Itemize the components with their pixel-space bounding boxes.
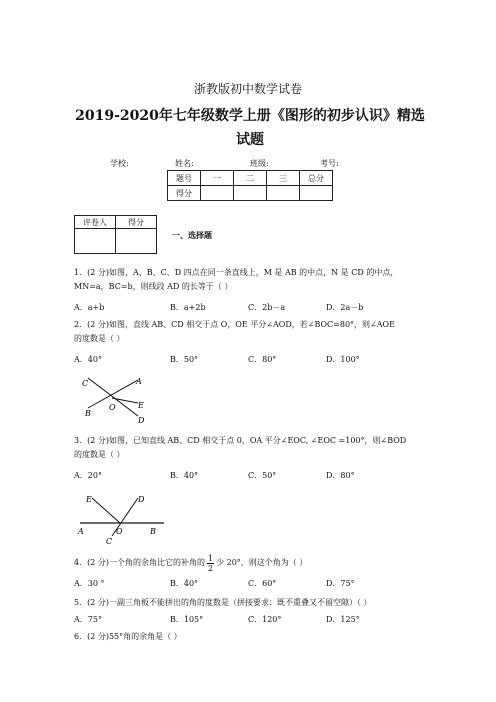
section-title: 一、选择题 (172, 230, 212, 240)
option-b[interactable]: B．105° (170, 615, 204, 624)
paper-title: 2019-2020年七年级数学上册《图形的初步认识》精选试题 (75, 108, 425, 148)
question-5-line1: 5．(2 分)一副三角板不能拼出的角的度数是（拼接要求：既不重叠又不留空隙）（ ） (74, 598, 372, 607)
question-6-line1: 6．(2 分)55°角的余角是（ ） (74, 632, 182, 641)
label-e: E (86, 495, 92, 504)
option-a[interactable]: A．40° (74, 355, 102, 364)
label-a: A (78, 527, 84, 536)
label-b: B (85, 409, 91, 418)
option-c[interactable]: C．50° (248, 471, 277, 480)
label-a: A (136, 377, 142, 386)
score-cell (300, 186, 333, 201)
fraction-one-half (207, 554, 214, 573)
paper-subtitle: 浙教版初中数学试卷 (193, 82, 302, 96)
score-header-cell: 题号 (168, 171, 201, 186)
question-4-text-post: 少 20°，则这个角为（ ） (216, 558, 308, 567)
option-d[interactable]: D．100° (326, 355, 360, 364)
question-5-options (74, 614, 419, 626)
label-d: D (138, 495, 145, 504)
score-header-cell: 二 (234, 171, 267, 186)
option-b[interactable]: B．a+2b (170, 303, 206, 312)
label-c: C (106, 537, 113, 546)
question-4-text-pre: 4．(2 分)一个角的余角比它的补角的 (74, 558, 205, 567)
option-d[interactable]: D．80° (326, 471, 355, 480)
label-d: D (138, 416, 145, 425)
question-3-line1: 3．(2 分)如图，已知直线 AB、CD 相交于点 0，OA 平分∠EOC, ∠EOC =100°，则∠BOD (74, 436, 407, 445)
score-cell (234, 186, 267, 201)
question-4-options (74, 578, 419, 590)
option-d[interactable]: D．75° (326, 579, 355, 588)
grader-header: 评卷人 (75, 216, 116, 229)
question-5 (74, 596, 419, 610)
question-3-options (74, 470, 419, 482)
label-c: C (82, 379, 89, 388)
school-label: 学校: (110, 159, 129, 168)
score-cell (201, 186, 234, 201)
question-1-options (74, 302, 419, 314)
score-row-label: 得分 (168, 186, 201, 201)
label-o: O (109, 403, 116, 412)
ray-oe (112, 398, 138, 403)
question-1-line1: 1．(2 分)如图，A、B、C、D 四点在同一条直线上，M 是 AB 的中点，N 是 CD 的中点， (74, 268, 399, 277)
question-3 (74, 434, 419, 462)
score-header-cell: 三 (267, 171, 300, 186)
name-label: 姓名: (175, 159, 194, 168)
number-label: 考号: (320, 159, 339, 168)
label-b: B (150, 527, 156, 536)
question-1 (74, 266, 419, 294)
option-a[interactable]: A．30 ° (74, 579, 105, 588)
score-table (167, 170, 333, 201)
question-2-options (74, 354, 419, 366)
option-c[interactable]: C．120° (248, 615, 282, 624)
grader-cell (116, 229, 157, 254)
question-3-line2: 的度数是（ ） (74, 450, 125, 459)
option-b[interactable]: B．40° (170, 579, 199, 588)
question-2-line1: 2．(2 分)如图，直线 AB、CD 相交于点 O，OE 平分∠AOD，若∠BOC=80°，则∠AOE (74, 320, 395, 329)
grader-table (74, 215, 157, 254)
question-3-figure (76, 490, 166, 546)
option-c[interactable]: C．60° (248, 579, 277, 588)
question-2-line2: 的度数是（ ） (74, 334, 125, 343)
class-label: 班级: (250, 159, 269, 168)
option-b[interactable]: B．50° (170, 355, 199, 364)
option-c[interactable]: C．80° (248, 355, 277, 364)
option-a[interactable]: A．a+b (74, 303, 105, 312)
score-cell (267, 186, 300, 201)
question-4 (74, 552, 419, 574)
option-b[interactable]: B．40° (170, 471, 199, 480)
question-2-figure (78, 370, 158, 428)
option-a[interactable]: A．75° (74, 615, 102, 624)
fraction-numerator: 1 (207, 553, 214, 563)
question-2 (74, 318, 419, 346)
grader-cell (75, 229, 116, 254)
grader-score-header: 得分 (116, 216, 157, 229)
option-d[interactable]: D．2a－b (326, 303, 364, 312)
score-header-cell: 总分 (300, 171, 333, 186)
ray-oe (92, 498, 120, 523)
option-c[interactable]: C．2b－a (248, 303, 286, 312)
question-6 (74, 630, 419, 644)
fraction-denominator: 2 (207, 563, 214, 573)
question-1-line2: MN=a，BC=b，则线段 AD 的长等于（ ） (74, 282, 233, 291)
score-header-cell: 一 (201, 171, 234, 186)
label-o: O (116, 527, 123, 536)
option-a[interactable]: A．20° (74, 471, 102, 480)
label-e: E (138, 401, 144, 410)
option-d[interactable]: D．125° (326, 615, 360, 624)
